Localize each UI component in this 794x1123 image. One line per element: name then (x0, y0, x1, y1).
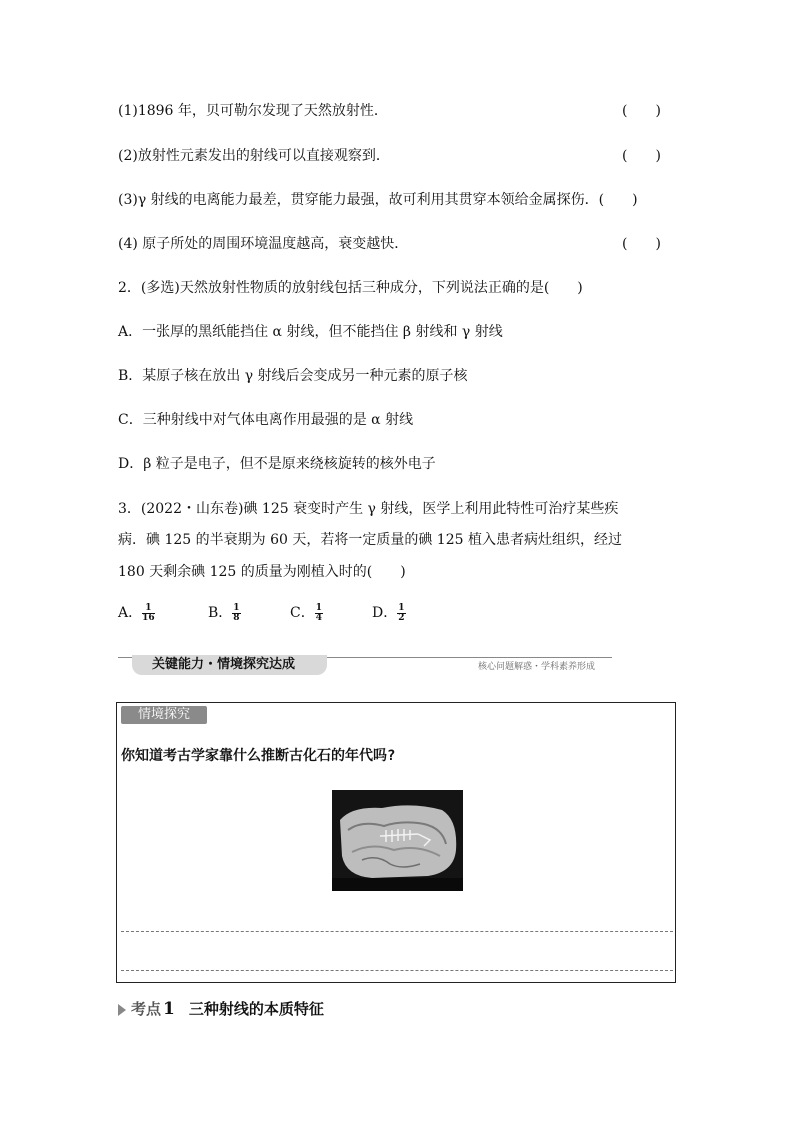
q3-line-2: 病．碘 125 的半衰期为 60 天，若将一定质量的碘 125 植入患者病灶组织，经过 (118, 532, 622, 548)
q3-option-a-fraction: $\frac{1}{16}$ (142, 602, 155, 623)
q3-option-d-fraction: $\frac{1}{2}$ (398, 602, 405, 623)
scenario-box (116, 702, 676, 983)
banner-subtitle: 核心问题解惑・学科素养形成 (478, 662, 596, 672)
q3-option-c-fraction: $\frac{1}{4}$ (315, 602, 322, 623)
q3-option-d-label: D． (372, 605, 398, 621)
q3-option-d[interactable] (372, 602, 406, 623)
item-4-blank[interactable]: ( ) (622, 236, 661, 252)
scenario-question: 你知道考古学家靠什么推断古化石的年代吗? (121, 748, 396, 764)
q3-option-c[interactable] (290, 602, 323, 623)
answer-line-1[interactable] (121, 931, 673, 932)
q3-option-c-label: C． (290, 605, 315, 621)
fossil-illustration (332, 790, 463, 891)
item-1: (1)1896 年，贝可勒尔发现了天然放射性． (118, 103, 388, 119)
q3-line-3: 180 天剩余碘 125 的质量为刚植入时的( ) (118, 564, 406, 580)
section-banner (118, 653, 612, 675)
q2-option-b[interactable]: B．某原子核在放出 γ 射线后会变成另一种元素的原子核 (118, 368, 468, 384)
q3-option-b-fraction: $\frac{1}{8}$ (233, 602, 240, 623)
item-2: (2)放射性元素发出的射线可以直接观察到． (118, 148, 390, 164)
q2-stem: 2．(多选)天然放射性物质的放射线包括三种成分，下列说法正确的是( ) (118, 280, 583, 296)
item-4: (4) 原子所处的周围环境温度越高，衰变越快． (118, 236, 409, 252)
q3-option-b[interactable] (208, 602, 241, 623)
q3-option-b-label: B． (208, 605, 233, 621)
scenario-tab: 情境探究 (121, 706, 207, 724)
item-3: (3)γ 射线的电离能力最差，贯穿能力最强，故可利用其贯穿本领给金属探伤．( ) (118, 192, 638, 208)
q2-option-d[interactable]: D．β 粒子是电子，但不是原来绕核旋转的核外电子 (118, 456, 436, 472)
q3-line-1: 3．(2022・山东卷)碘 125 衰变时产生 γ 射线，医学上利用此特性可治疗某些疾 (118, 501, 619, 517)
fossil-image (332, 790, 463, 891)
keypoint-number: 1 (163, 999, 175, 1019)
item-2-blank[interactable]: ( ) (622, 148, 661, 164)
answer-line-2[interactable] (121, 970, 673, 971)
q3-option-a[interactable] (118, 602, 155, 623)
q2-option-a[interactable]: A．一张厚的黑纸能挡住 α 射线，但不能挡住 β 射线和 γ 射线 (118, 324, 503, 340)
triangle-arrow-icon (118, 1004, 126, 1016)
banner-title: 关键能力・情境探究达成 (132, 655, 327, 675)
item-1-blank[interactable]: ( ) (622, 103, 661, 119)
keypoint-heading (118, 998, 324, 1019)
q3-option-a-label: A． (118, 605, 143, 621)
keypoint-title: 三种射线的本质特征 (188, 1000, 324, 1018)
q2-option-c[interactable]: C．三种射线中对气体电离作用最强的是 α 射线 (118, 412, 414, 428)
keypoint-label: 考点 (131, 1000, 162, 1018)
